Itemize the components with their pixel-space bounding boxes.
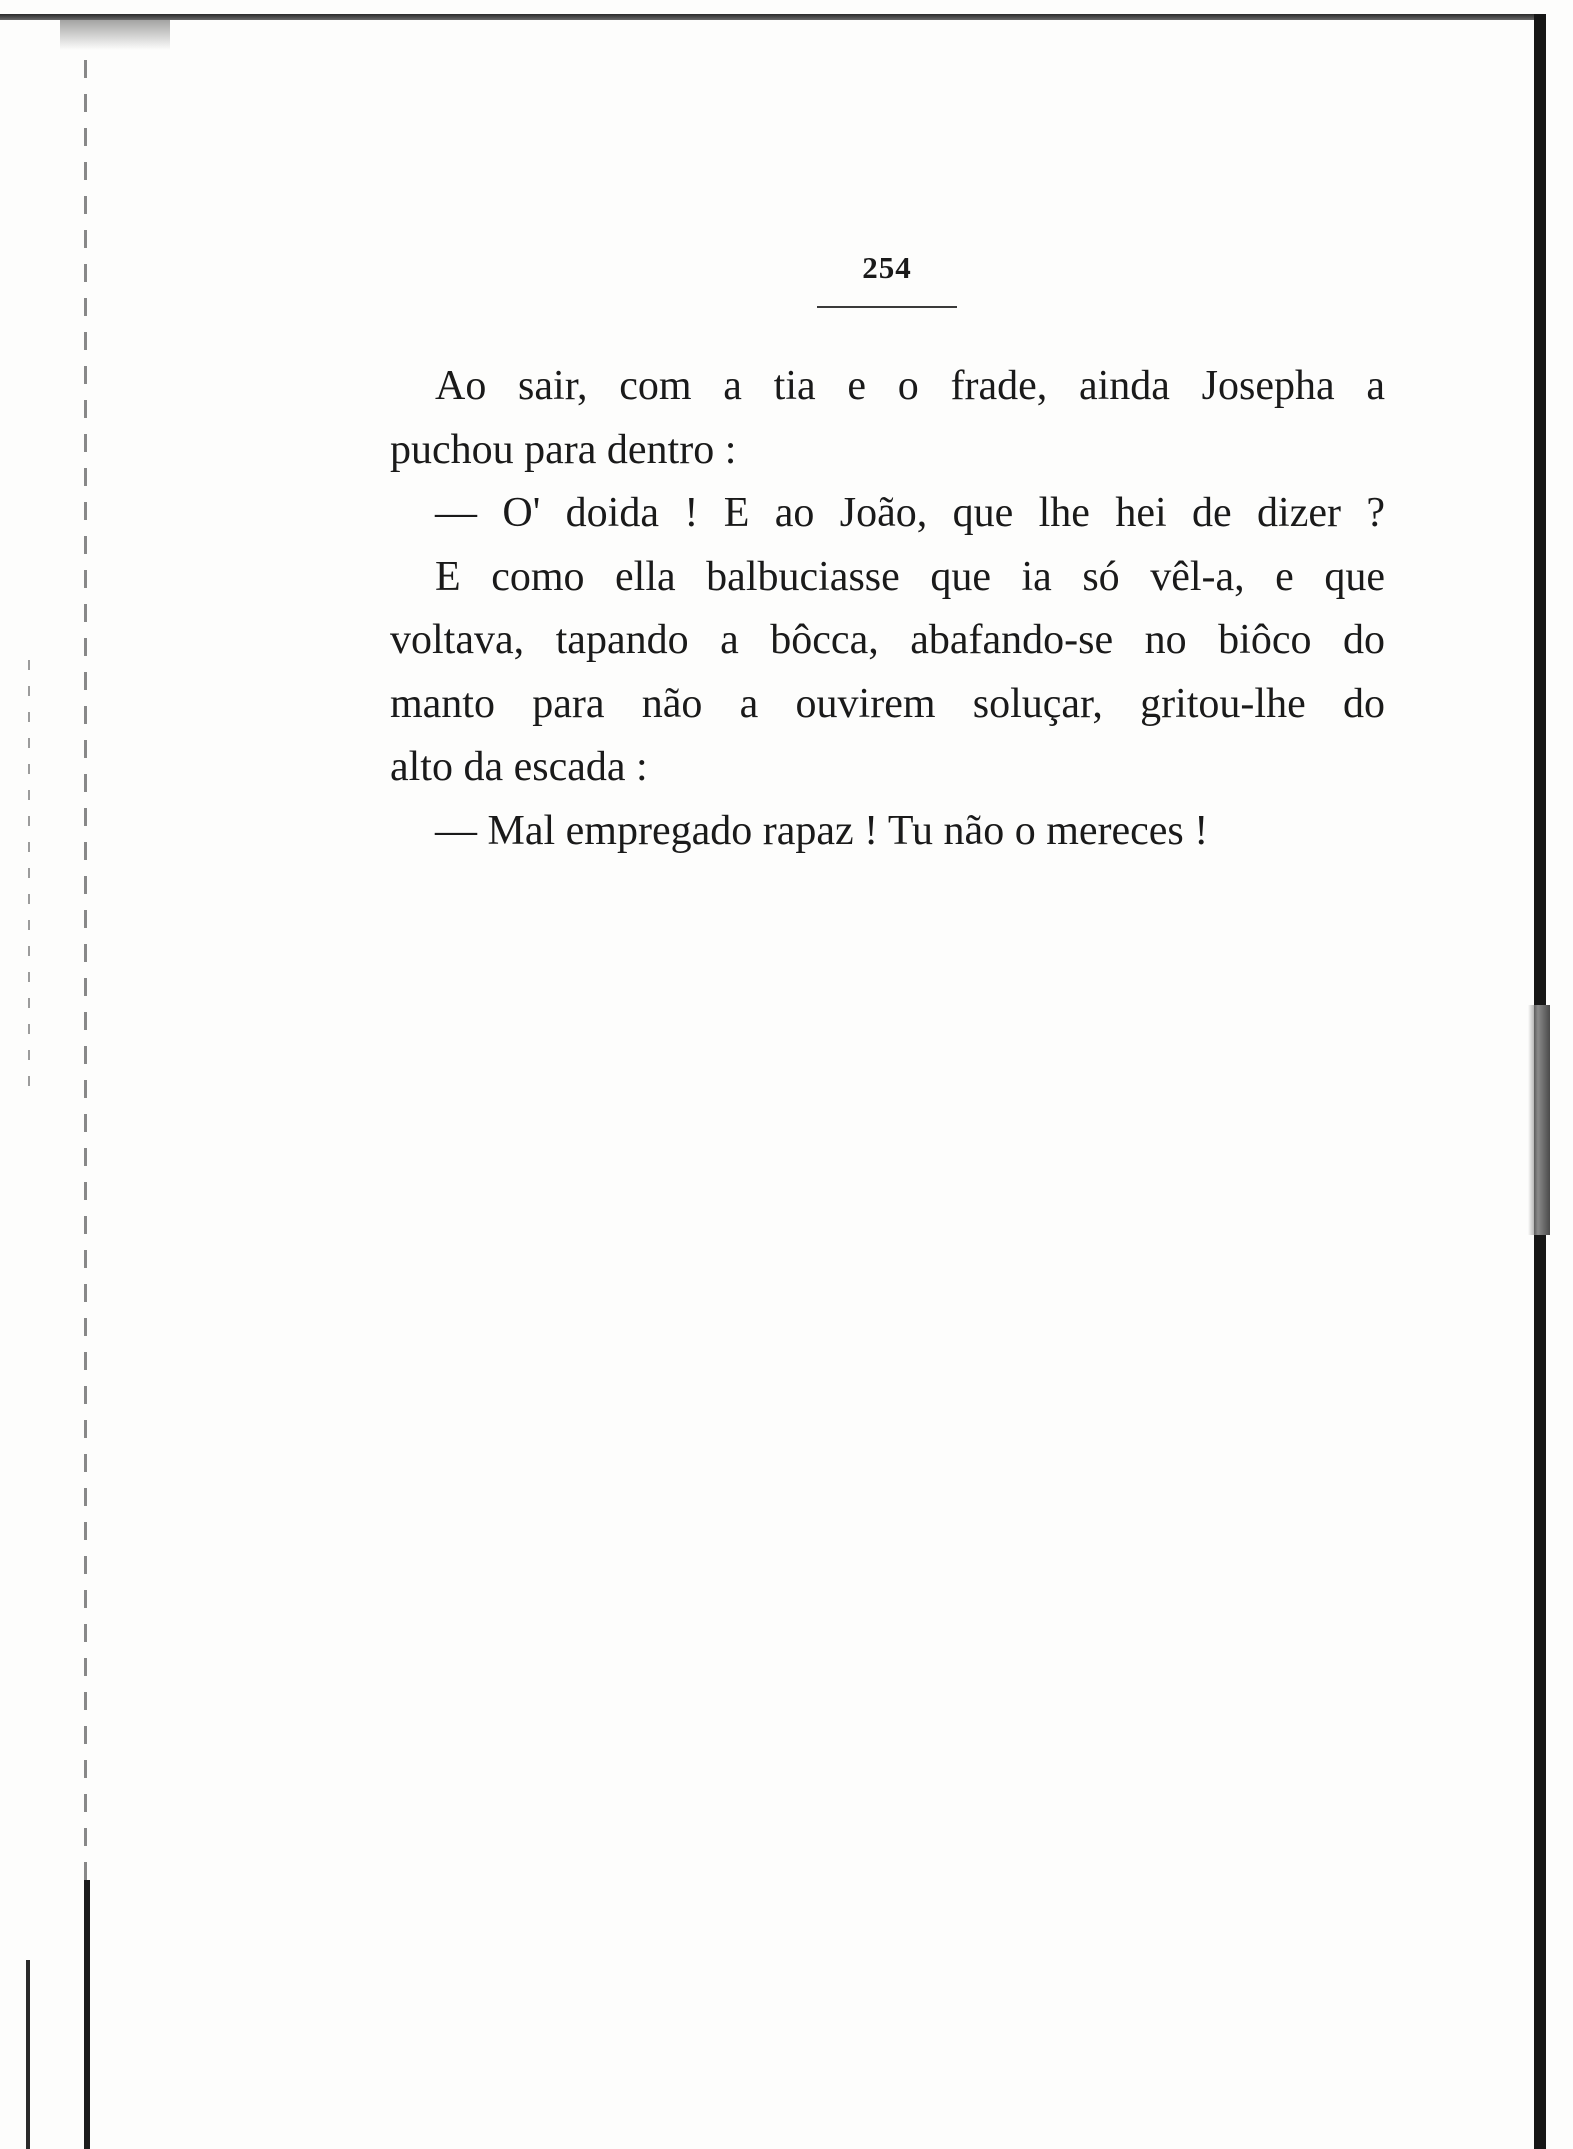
- text-line: puchou para dentro :: [390, 426, 737, 473]
- scan-edge-left-faint: [28, 660, 30, 1100]
- text-line: alto da escada :: [390, 744, 648, 790]
- page-number-rule: [817, 306, 957, 308]
- scan-edge-left: [84, 60, 87, 2140]
- text-line: voltava, tapando a bôcca, abafando-se no biôco do: [390, 617, 1385, 663]
- scan-edge-right-fade: [1528, 1005, 1550, 1235]
- text-line: manto para não a ouvirem soluçar, gritou-lhe do: [390, 680, 1385, 727]
- scan-edge-left-dark: [84, 1880, 90, 2149]
- text-line: Ao sair, com a tia e o frade, ainda Josepha a: [435, 363, 1385, 409]
- scan-smudge: [60, 20, 170, 50]
- text-line: — Mal empregado rapaz ! Tu não o mereces !: [435, 807, 1209, 854]
- text-line: — O' doida ! E ao João, que lhe hei de dizer ?: [435, 490, 1385, 536]
- text-line: E como ella balbuciasse que ia só vêl-a, e que: [435, 553, 1385, 600]
- scan-edge-top: [0, 14, 1545, 20]
- page-number: 254: [862, 250, 912, 285]
- scan-edge-left-dark-outer: [26, 1960, 30, 2149]
- body-text: [390, 355, 1385, 863]
